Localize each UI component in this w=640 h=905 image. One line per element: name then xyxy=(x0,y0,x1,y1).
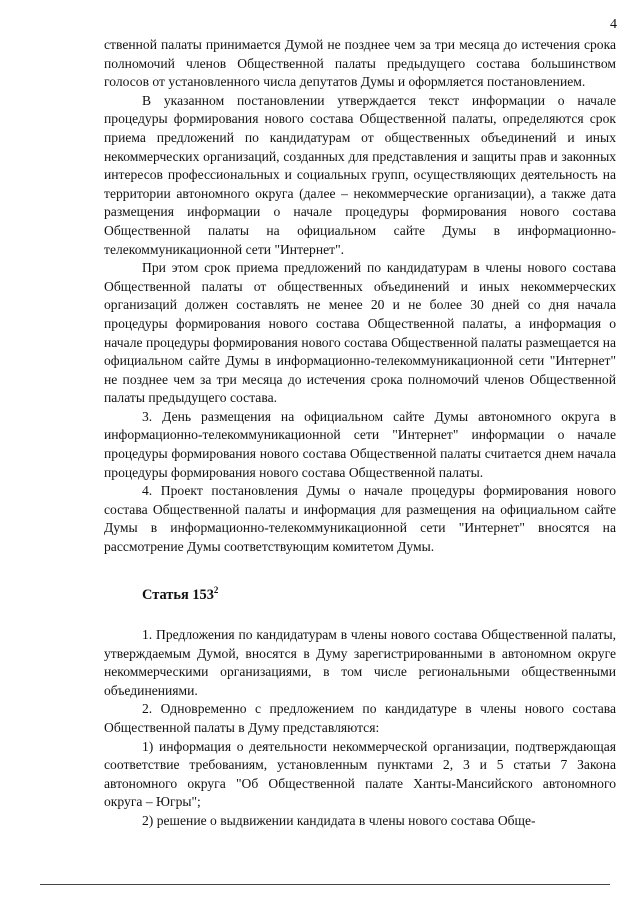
paragraph: При этом срок приема предложений по кандидатурам в члены нового состава Общественной палаты от общественных объединений и иных некоммерческих организаций должен составлять не менее 20 и не более 30 дней со дня начала процедуры формирования нового состава Общественной палаты, а информация о начале процедуры формирования нового состава Общественной палаты размещается на официальном сайте Думы в информационно-телекоммуникационной сети "Интернет" не позднее чем за три месяца до истечения срока полномочий членов Общественной палаты предыдущего состава. xyxy=(104,260,616,406)
article-paragraph: 1) информация о деятельности некоммерческой организации, подтверждающая соответствие требованиям, установленным пунктами 2, 3 и 5 статьи 7 Закона автономного округа "Об Общественной палате Ханты-Мансийского автономного округа – Югры"; xyxy=(104,738,616,810)
article-superscript: 2 xyxy=(213,584,219,595)
article-heading xyxy=(142,581,616,604)
document-body xyxy=(104,36,616,831)
paragraph: ственной палаты принимается Думой не позднее чем за три месяца до истечения срока полномочий членов Общественной палаты предыдущего состава большинством голосов от установленного числа депутатов Думы и оформляется постановлением. xyxy=(104,37,616,90)
page-number: 4 xyxy=(610,17,617,32)
footer-divider xyxy=(40,884,610,885)
article-paragraph: 2) решение о выдвижении кандидата в члены нового состава Обще- xyxy=(142,812,536,828)
paragraph: 3. День размещения на официальном сайте Думы автономного округа в информационно-телекоммуникационной сети "Интернет" информации о начале процедуры формирования нового состава Общественной палаты считается днем начала процедуры формирования нового состава Общественной палаты. xyxy=(104,408,616,480)
paragraph: В указанном постановлении утверждается текст информации о начале процедуры формирования нового состава Общественной палаты, определяются срок приема предложений по кандидатурам от общественных объединений и иных некоммерческих организаций, созданных для представления и защиты прав и законных интересов профессиональных и социальных групп, осуществляющих деятельность на территории автономного округа (далее – некоммерческие организации), а также дата размещения информации о начале процедуры формирования нового состава Общественной палаты на официальном сайте Думы в информационно-телекоммуникационной сети "Интернет". xyxy=(104,92,616,257)
article-paragraph: 1. Предложения по кандидатурам в члены нового состава Общественной палаты, утверждаемым Думой, вносятся в Думу зарегистрированными в автономном округе некоммерческими организациями, в том числе региональными общественными объединениями. xyxy=(104,627,616,698)
article-paragraph: 2. Одновременно с предложением по кандидатуре в члены нового состава Общественной палаты в Думу представляются: xyxy=(104,701,616,735)
paragraph: 4. Проект постановления Думы о начале процедуры формирования нового состава Общественной палаты и информация для размещения на официальном сайте Думы в информационно-телекоммуникационной сети "Интернет" вносятся на рассмотрение Думы соответствующим комитетом Думы. xyxy=(104,483,616,555)
article-title: Статья 153 xyxy=(142,586,214,603)
